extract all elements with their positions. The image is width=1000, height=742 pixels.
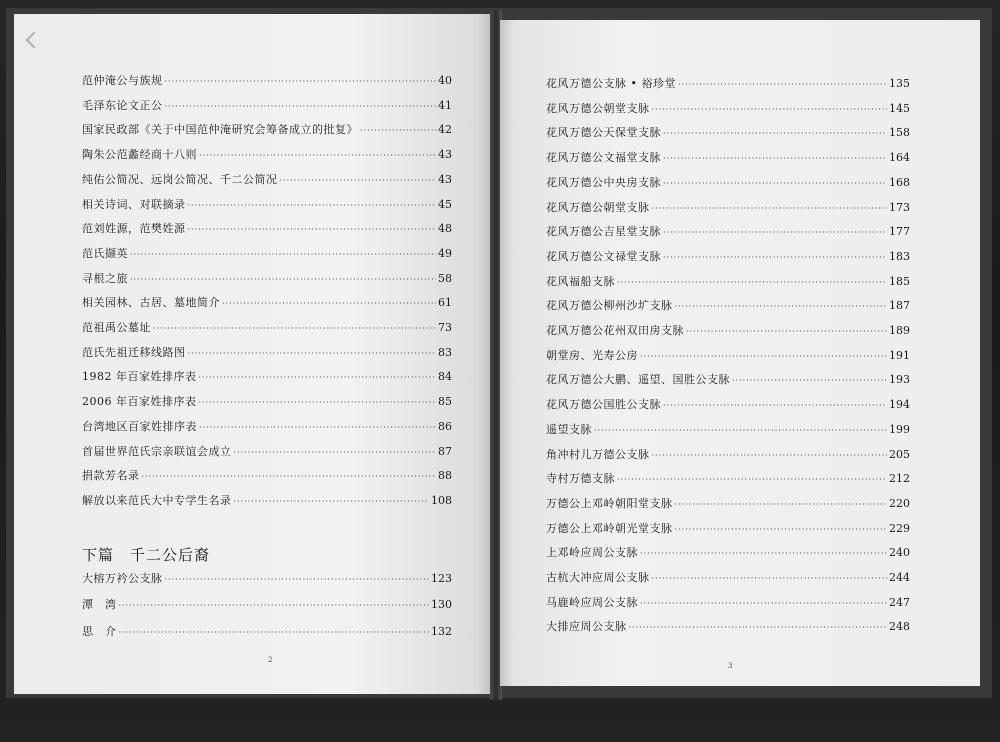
toc-entry-title: 相关诗词、对联摘录 [82,197,186,211]
dot-leader [130,248,436,262]
toc-entry [82,123,452,138]
toc-entry-title: 首届世界范氏宗亲联谊会成立 [82,444,232,458]
dot-leader [640,597,887,611]
toc-entry [546,620,910,635]
dot-leader [222,297,436,311]
dot-leader [663,177,887,191]
toc-entry-page: 84 [438,370,452,384]
toc-entry [82,420,452,435]
dot-leader [675,523,888,537]
toc-entry-title: 范祖禹公墓址 [82,321,151,334]
toc-entry-page: 73 [438,321,452,334]
toc-entry-page: 187 [889,299,910,313]
toc-entry-title: 大榕万衿公支脉 [82,572,163,585]
toc-entry-title: 花风万德公柳州沙圹支脉 [546,299,673,313]
right-page [500,20,980,686]
toc-entry [82,346,452,361]
toc-entry-page: 43 [438,172,452,186]
toc-entry [546,275,910,290]
toc-entry-page: 185 [889,274,910,288]
toc-entry [82,625,452,640]
toc-entry-page: 164 [889,151,910,165]
toc-entry-page: 88 [438,469,452,483]
toc-entry [546,522,910,537]
toc-entry [546,201,910,216]
toc-entry-title: 花风万德公大鹏、遥望、国胜公支脉 [546,373,730,387]
toc-entry-page: 240 [889,546,910,560]
toc-entry [546,349,910,364]
toc-entry [546,102,910,117]
dot-leader [652,103,888,117]
toc-entry-title: 花风万德公朝堂支脉 [546,200,650,214]
dot-leader [199,149,436,163]
toc-entry-title: 花风万德公吉星堂支脉 [546,225,661,239]
toc-entry-title: 大排应周公支脉 [546,620,627,634]
toc-entry-page: 247 [889,595,910,609]
toc-entry-page: 48 [438,222,452,236]
dot-leader [234,495,430,509]
toc-entry-page: 220 [889,496,910,510]
toc-entry-page: 40 [438,74,452,87]
toc-entry [82,198,452,213]
left-page [14,14,492,694]
toc-entry-page: 158 [889,126,910,140]
toc-entry-title: 万德公上邓岭朝光堂支脉 [546,521,673,535]
toc-entry-title: 范氏撷英 [82,246,128,260]
toc-entry [82,173,452,188]
page-number: 3 [728,662,733,670]
toc-entry [82,395,452,410]
dot-leader [663,152,887,166]
toc-entry-title: 万德公上邓岭朝阳堂支脉 [546,496,673,510]
toc-entry-page: 193 [889,373,910,387]
page-number: 2 [268,656,273,664]
dot-leader [732,374,887,388]
dot-leader [686,325,887,339]
toc-entry-title: 花风万德公支脉 • 裕珍堂 [546,77,676,90]
toc-entry [546,151,910,166]
dot-leader [188,347,437,361]
dot-leader [663,127,887,141]
dot-leader [663,226,887,240]
toc-entry-page: 108 [431,493,452,507]
toc-entry-page: 248 [889,620,910,634]
toc-entry-title: 朝堂房、光寿公房 [546,348,638,362]
dot-leader [199,371,437,385]
toc-entry [546,373,910,388]
toc-entry-title: 花风万德公天保堂支脉 [546,126,661,140]
toc-entry-title: 寻根之旅 [82,271,128,285]
dot-leader [142,470,437,484]
toc-entry-page: 229 [889,521,910,535]
dot-leader [130,273,436,287]
toc-entry [546,596,910,611]
toc-entry-title: 范氏先祖迁移线路图 [82,345,186,359]
toc-entry-title: 台湾地区百家姓排序表 [82,419,197,433]
dot-leader [675,498,888,512]
dot-leader [153,322,436,336]
toc-entry-title: 上邓岭应周公支脉 [546,546,638,560]
toc-entry-title: 相关园林、古居、墓地简介 [82,296,220,310]
toc-entry-page: 41 [438,98,452,112]
toc-entry [546,571,910,586]
toc-entry [82,74,452,89]
toc-entry-title: 潭 湾 [82,598,117,612]
toc-entry [82,296,452,311]
toc-entry-title: 2006 年百家姓排序表 [82,395,197,409]
toc-entry-title: 国家民政部《关于中国范仲淹研究会筹备成立的批复》 [82,123,358,137]
toc-entry-page: 212 [889,472,910,486]
toc-entry [82,272,452,287]
toc-entry [546,176,910,191]
toc-entry [546,423,910,438]
toc-entry [546,77,910,92]
toc-entry-title: 花风万德公国胜公支脉 [546,398,661,412]
toc-entry-title: 遥望支脉 [546,422,592,436]
dot-leader [629,621,888,635]
dot-leader [652,202,888,216]
toc-entry [546,126,910,141]
toc-entry-title: 花风万德公花州双田房支脉 [546,324,684,337]
toc-entry [82,247,452,262]
toc-entry [546,497,910,512]
toc-entry-page: 43 [438,148,452,162]
toc-entry [546,250,910,265]
dot-leader [188,199,437,213]
toc-entry-page: 58 [438,271,452,285]
toc-entry [82,222,452,237]
dot-leader [617,276,887,290]
section-heading: 下篇 千二公后裔 [82,546,211,564]
toc-entry-page: 85 [438,395,452,409]
toc-entry-title: 马鹿岭应周公支脉 [546,595,638,609]
toc-entry-title: 花风万德公文福堂支脉 [546,151,661,165]
toc-entry-title: 古杭大冲应周公支脉 [546,571,650,584]
dot-leader [119,599,430,613]
toc-entry [546,398,910,413]
dot-leader [119,626,430,640]
toc-entry-page: 135 [889,77,910,90]
dot-leader [165,573,430,587]
toc-entry-page: 87 [438,444,452,458]
toc-entry-title: 纯佑公简况、远岗公简况、千二公简况 [82,172,278,186]
toc-entry-title: 花风福船支脉 [546,274,615,288]
toc-entry-page: 244 [889,571,910,584]
toc-entry [82,370,452,385]
toc-entry-page: 145 [889,101,910,115]
toc-entry-page: 191 [889,348,910,362]
toc-entry [82,598,452,613]
page-corner-mark [26,32,43,49]
toc-entry-title: 思 介 [82,624,117,638]
dot-leader [640,547,887,561]
toc-entry-title: 1982 年百家姓排序表 [82,370,197,384]
toc-entry-page: 189 [889,324,910,337]
toc-entry-title: 范刘姓源，范樊姓源 [82,222,186,236]
toc-entry-page: 49 [438,246,452,260]
toc-entry-page: 173 [889,200,910,214]
toc-entry-page: 177 [889,225,910,239]
toc-entry-page: 86 [438,419,452,433]
dot-leader [663,399,887,413]
toc-entry-page: 83 [438,345,452,359]
toc-entry [546,299,910,314]
toc-entry [82,148,452,163]
toc-entry [82,469,452,484]
toc-entry-page: 205 [889,447,910,461]
toc-entry-page: 132 [431,624,452,638]
toc-entry [82,494,452,509]
dot-leader [652,449,888,463]
dot-leader [199,396,437,410]
dot-leader [675,300,888,314]
toc-entry-page: 199 [889,422,910,436]
toc-entry-title: 花风万德公文禄堂支脉 [546,249,661,263]
toc-entry [82,445,452,460]
toc-entry [546,225,910,240]
dot-leader [165,75,437,89]
toc-entry [546,324,910,339]
toc-entry-title: 陶朱公范蠡经商十八则 [82,148,197,162]
toc-entry-title: 捐款芳名录 [82,469,140,483]
toc-entry-title: 花风万德公朝堂支脉 [546,101,650,115]
dot-leader [199,421,436,435]
toc-entry-page: 168 [889,175,910,189]
dot-leader [678,78,887,92]
toc-entry [82,321,452,336]
toc-entry [546,546,910,561]
toc-entry-page: 194 [889,398,910,412]
toc-entry-page: 61 [438,296,452,310]
toc-entry-page: 123 [431,572,452,585]
toc-entry-title: 解放以来范氏大中专学生名录 [82,493,232,507]
dot-leader [280,174,437,188]
toc-entry-page: 130 [431,598,452,612]
toc-entry [546,448,910,463]
toc-entry-title: 花风万德公中央房支脉 [546,175,661,189]
toc-entry-title: 寺村万德支脉 [546,472,615,486]
dot-leader [663,251,887,265]
toc-entry [82,572,452,587]
dot-leader [165,100,437,114]
dot-leader [640,350,887,364]
toc-entry-page: 42 [438,123,452,137]
dot-leader [652,572,888,586]
toc-entry-title: 角冲村儿万德公支脉 [546,447,650,461]
toc-entry-title: 范仲淹公与族规 [82,74,163,87]
toc-entry-page: 45 [438,197,452,211]
dot-leader [617,473,887,487]
dot-leader [360,124,436,138]
toc-entry [546,472,910,487]
dot-leader [594,424,887,438]
dot-leader [188,223,437,237]
dot-leader [234,446,437,460]
toc-entry [82,99,452,114]
toc-entry-title: 毛泽东论文正公 [82,98,163,112]
toc-entry-page: 183 [889,249,910,263]
